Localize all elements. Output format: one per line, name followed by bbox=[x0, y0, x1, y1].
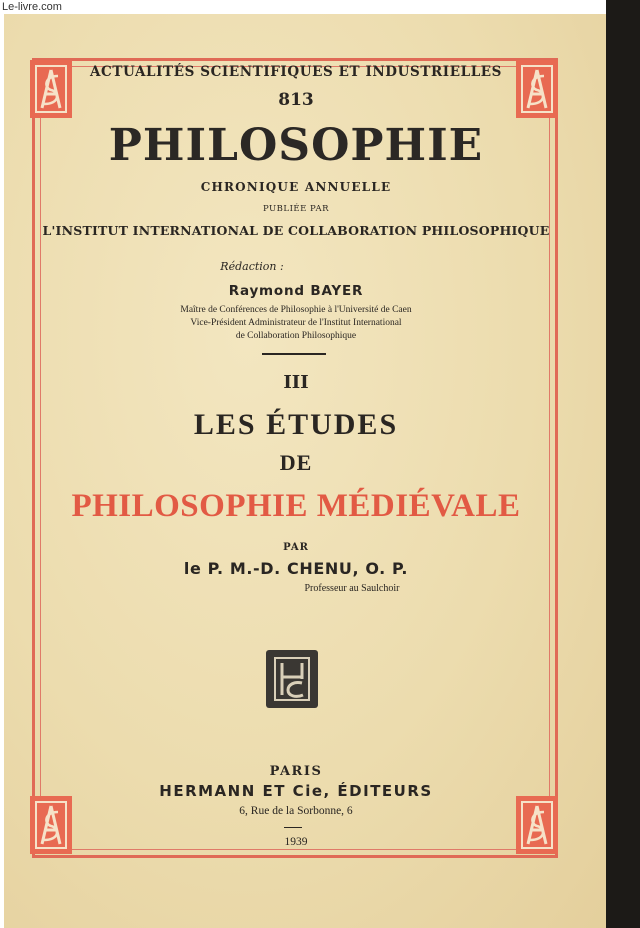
watermark: Le-livre.com bbox=[2, 1, 62, 13]
work-title-line-2: DE bbox=[279, 450, 313, 475]
author-name: le P. M.-D. CHENU, O. P. bbox=[183, 559, 409, 578]
divider bbox=[284, 827, 302, 828]
subtitle: CHRONIQUE ANNUELLE bbox=[200, 180, 392, 194]
series-number: 813 bbox=[278, 90, 314, 110]
volume-number: III bbox=[283, 372, 309, 393]
publication-year: 1939 bbox=[284, 836, 308, 848]
publisher-name: HERMANN ET Cie, ÉDITEURS bbox=[159, 782, 433, 800]
divider bbox=[262, 353, 326, 355]
book-cover bbox=[4, 14, 610, 928]
by-label: PAR bbox=[283, 542, 309, 553]
main-title: PHILOSOPHIE bbox=[108, 120, 484, 171]
editor-name: Raymond BAYER bbox=[228, 283, 364, 299]
published-by-label: PUBLIÉE PAR bbox=[262, 204, 330, 214]
author-role: Professeur au Saulchoir bbox=[304, 583, 400, 594]
publisher-address: 6, Rue de la Sorbonne, 6 bbox=[239, 805, 353, 817]
institute-name: L'INSTITUT INTERNATIONAL DE COLLABORATION PHILOSOPHIQUE bbox=[42, 223, 550, 238]
series-title: ACTUALITÉS SCIENTIFIQUES ET INDUSTRIELLES bbox=[89, 64, 503, 80]
book-spine-shadow bbox=[606, 0, 640, 928]
publisher-city: PARIS bbox=[269, 764, 323, 779]
editor-bio-line: de Collaboration Philosophique bbox=[235, 331, 357, 341]
work-title-line-3: PHILOSOPHIE MÉDIÉVALE bbox=[71, 488, 521, 524]
editor-bio-line: Vice-Président Administrateur de l'Institut International bbox=[190, 318, 402, 328]
work-title-line-1: LES ÉTUDES bbox=[193, 408, 399, 441]
hc-monogram-icon bbox=[266, 650, 318, 708]
redaction-label: Rédaction : bbox=[220, 260, 284, 273]
editor-bio-line: Maître de Conférences de Philosophie à l'Université de Caen bbox=[180, 305, 412, 315]
